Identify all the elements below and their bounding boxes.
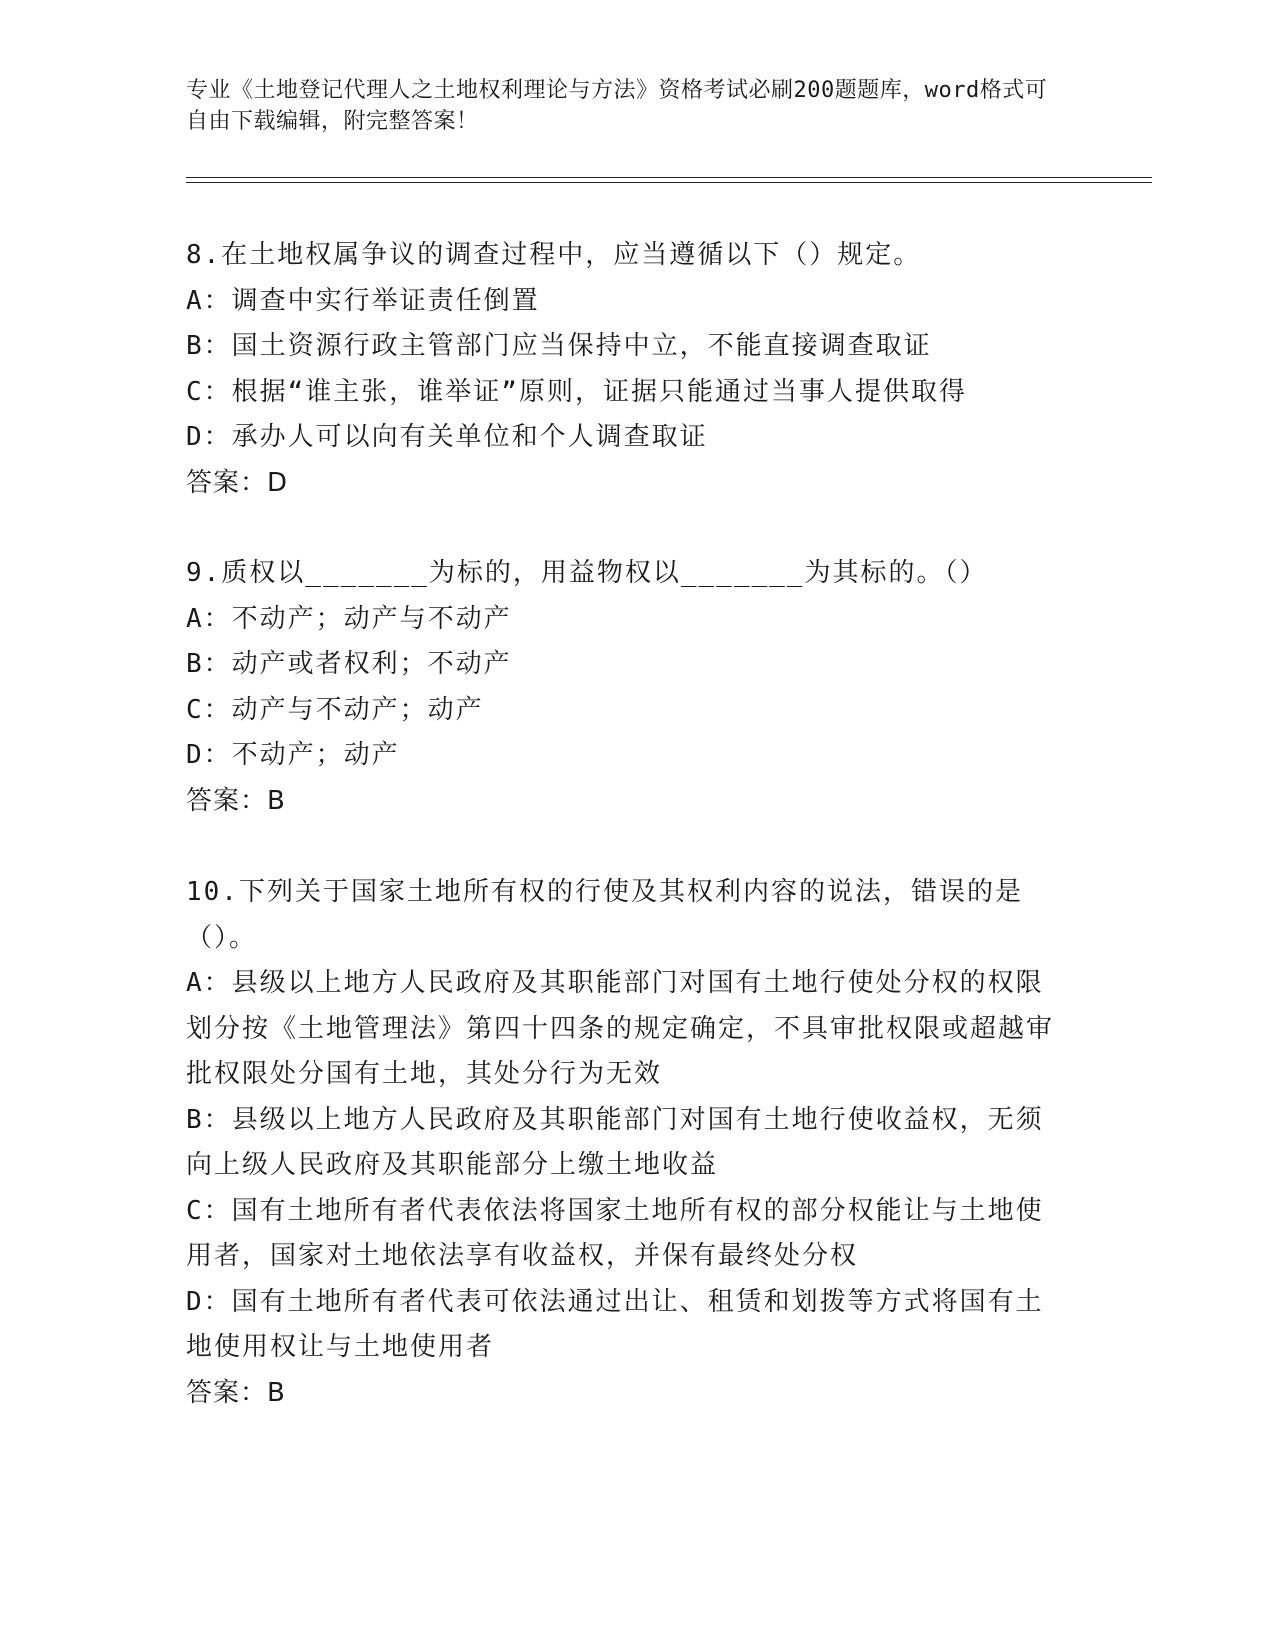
document-header: 专业《土地登记代理人之土地权利理论与方法》资格考试必刷200题题库，word格式可自由下载编辑，附完整答案！ [186, 78, 1048, 134]
option-b: B：国土资源行政主管部门应当保持中立，不能直接调查取证 [186, 331, 932, 361]
option-d: D：承办人可以向有关单位和个人调查取证 [186, 422, 708, 452]
option-c: C：动产与不动产；动产 [186, 694, 484, 725]
answer: 答案：B [186, 785, 286, 816]
question-stem: 10.下列关于国家土地所有权的行使及其权利内容的说法，错误的是（）。 [186, 877, 1023, 953]
question-stem: 8.在土地权属争议的调查过程中，应当遵循以下（）规定。 [186, 240, 922, 270]
option-d: D：不动产；动产 [186, 740, 400, 770]
option-b: B：县级以上地方人民政府及其职能部门对国有土地行使收益权，无须向上级人民政府及其职能部分上缴土地收益 [186, 1104, 1044, 1180]
question-stem: 9.质权以_______为标的，用益物权以_______为其标的。（） [186, 558, 988, 588]
answer: 答案：B [186, 1377, 286, 1408]
answer: 答案：D [186, 467, 289, 498]
question-10 [186, 870, 1066, 1416]
question-9 [186, 551, 1066, 824]
option-b: B：动产或者权利；不动产 [186, 649, 512, 679]
option-a: A：调查中实行举证责任倒置 [186, 285, 540, 316]
option-c: C：根据“谁主张，谁举证”原则，证据只能通过当事人提供取得 [186, 376, 967, 407]
question-8 [186, 233, 1066, 506]
option-d: D：国有土地所有者代表可依法通过出让、租赁和划拨等方式将国有土地使用权让与土地使用者 [186, 1286, 1044, 1362]
header-rule-top [186, 177, 1152, 178]
option-c: C：国有土地所有者代表依法将国家土地所有权的部分权能让与土地使用者，国家对土地依法享有收益权，并保有最终处分权 [186, 1195, 1044, 1271]
option-a: A：不动产；动产与不动产 [186, 603, 512, 634]
header-rule-bottom [186, 182, 1152, 183]
option-a: A：县级以上地方人民政府及其职能部门对国有土地行使处分权的权限划分按《土地管理法》第四十四条的规定确定，不具审批权限或超越审批权限处分国有土地，其处分行为无效 [186, 968, 1055, 1089]
